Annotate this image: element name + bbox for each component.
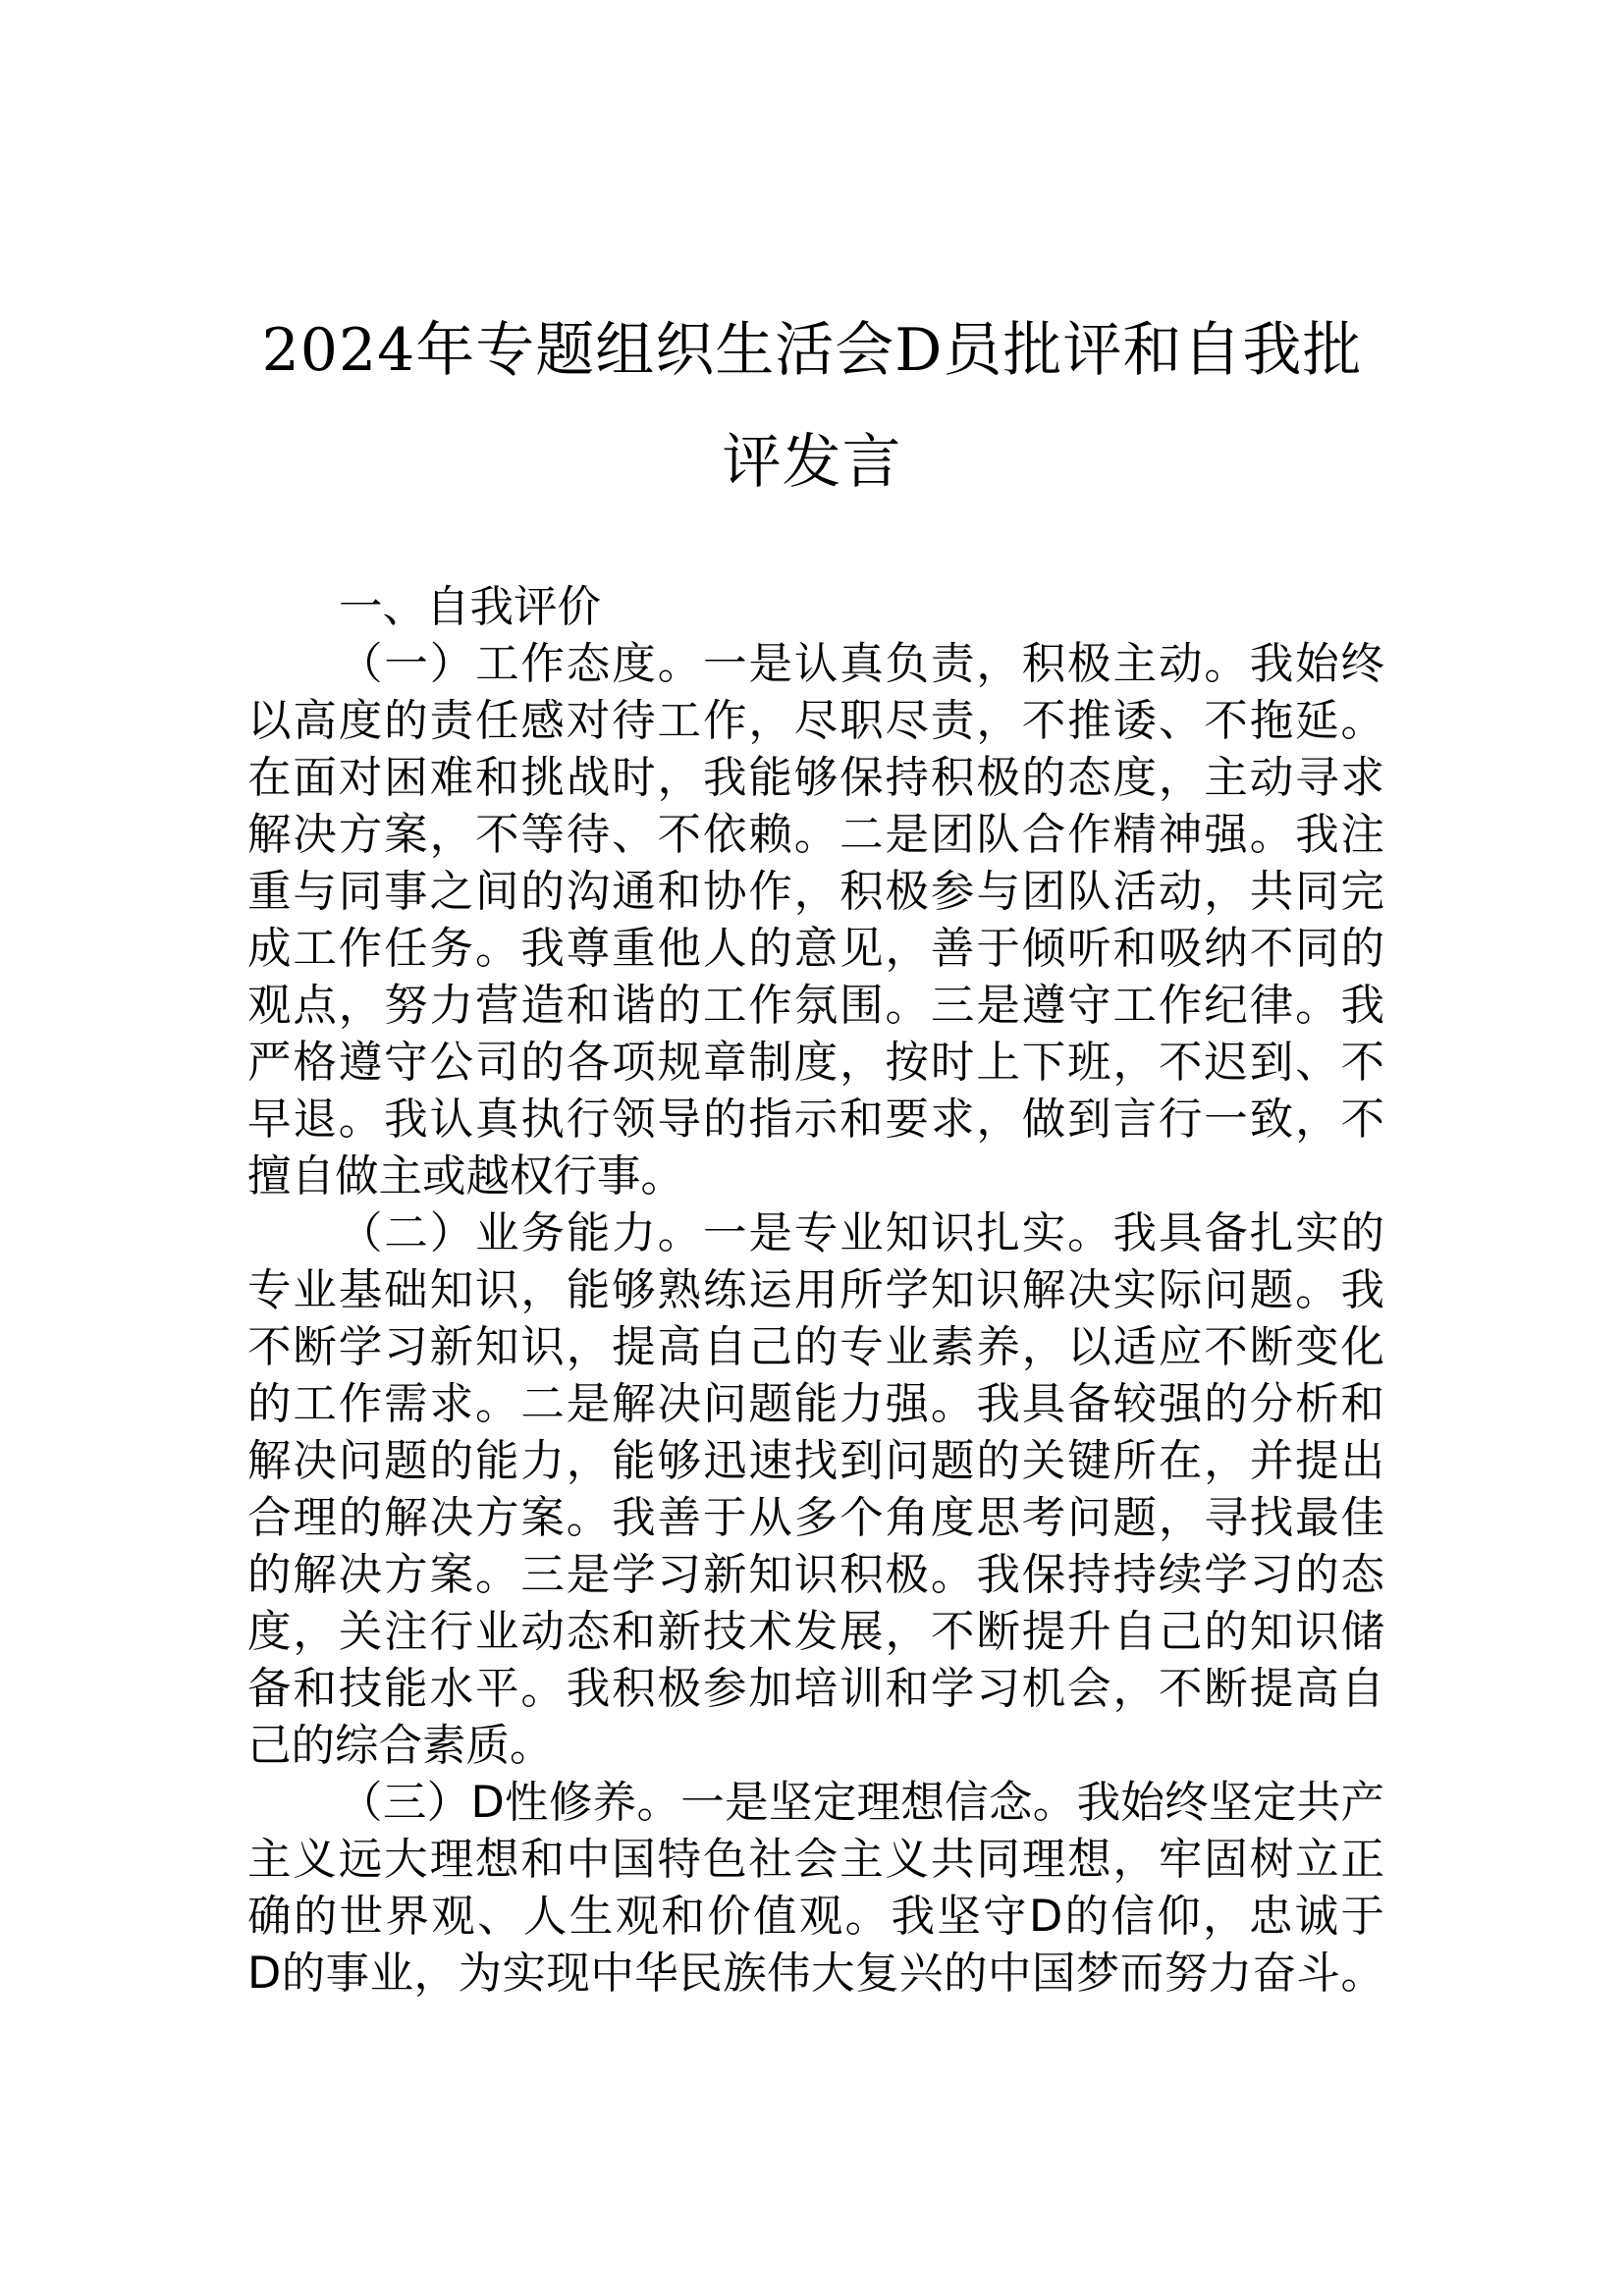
- paragraph-line: 严格遵守公司的各项规章制度，按时上下班，不迟到、不: [247, 1038, 1384, 1088]
- paragraph-line: 观点，努力营造和谐的工作氛围。三是遵守工作纪律。我: [247, 981, 1384, 1031]
- paragraph-line: 擅自做主或越权行事。: [247, 1151, 685, 1201]
- paragraph-line: 解决问题的能力，能够迅速找到问题的关键所在，并提出: [247, 1436, 1384, 1486]
- title-line-1: 2024年专题组织生活会D员批评和自我批: [261, 316, 1363, 385]
- paragraph-line: 度，关注行业动态和新技术发展，不断提升自己的知识储: [247, 1607, 1384, 1657]
- paragraph-line: 己的综合素质。: [247, 1721, 554, 1771]
- paragraph-line: 主义远大理想和中国特色社会主义共同理想，牢固树立正: [247, 1835, 1384, 1885]
- paragraph-line: 的解决方案。三是学习新知识积极。我保持持续学习的态: [247, 1550, 1384, 1600]
- paragraph-line: 解决方案，不等待、不依赖。二是团队合作精神强。我注: [247, 810, 1384, 860]
- paragraph-line: D的事业，为实现中华民族伟大复兴的中国梦而努力奋斗。: [247, 1949, 1384, 1999]
- paragraph-line: （三）D性修养。一是坚定理想信念。我始终坚定共产: [339, 1778, 1384, 1828]
- paragraph-line: 以高度的责任感对待工作，尽职尽责，不推诿、不拖延。: [247, 696, 1384, 746]
- paragraph-line: 确的世界观、人生观和价值观。我坚守D的信仰，忠诚于: [247, 1892, 1384, 1942]
- paragraph-line: 专业基础知识，能够熟练运用所学知识解决实际问题。我: [247, 1265, 1384, 1315]
- document-title: [245, 294, 1379, 518]
- paragraph-line: （二）业务能力。一是专业知识扎实。我具备扎实的: [339, 1208, 1384, 1258]
- paragraph-line: 重与同事之间的沟通和协作，积极参与团队活动，共同完: [247, 867, 1384, 917]
- section-heading-self-evaluation: 一、自我评价: [339, 582, 602, 632]
- document-body: [247, 579, 1384, 2002]
- paragraph-line: 在面对困难和挑战时，我能够保持积极的态度，主动寻求: [247, 753, 1384, 803]
- paragraph-line: （一）工作态度。一是认真负责，积极主动。我始终: [339, 639, 1384, 689]
- paragraph-line: 早退。我认真执行领导的指示和要求，做到言行一致，不: [247, 1095, 1384, 1145]
- paragraph-line: 的工作需求。二是解决问题能力强。我具备较强的分析和: [247, 1379, 1384, 1429]
- paragraph-line: 备和技能水平。我积极参加培训和学习机会，不断提高自: [247, 1664, 1384, 1714]
- paragraph-line: 合理的解决方案。我善于从多个角度思考问题，寻找最佳: [247, 1493, 1384, 1543]
- paragraph-line: 成工作任务。我尊重他人的意见，善于倾听和吸纳不同的: [247, 924, 1384, 974]
- title-line-2: 评发言: [722, 428, 902, 497]
- paragraph-line: 不断学习新知识，提高自己的专业素养，以适应不断变化: [247, 1322, 1384, 1372]
